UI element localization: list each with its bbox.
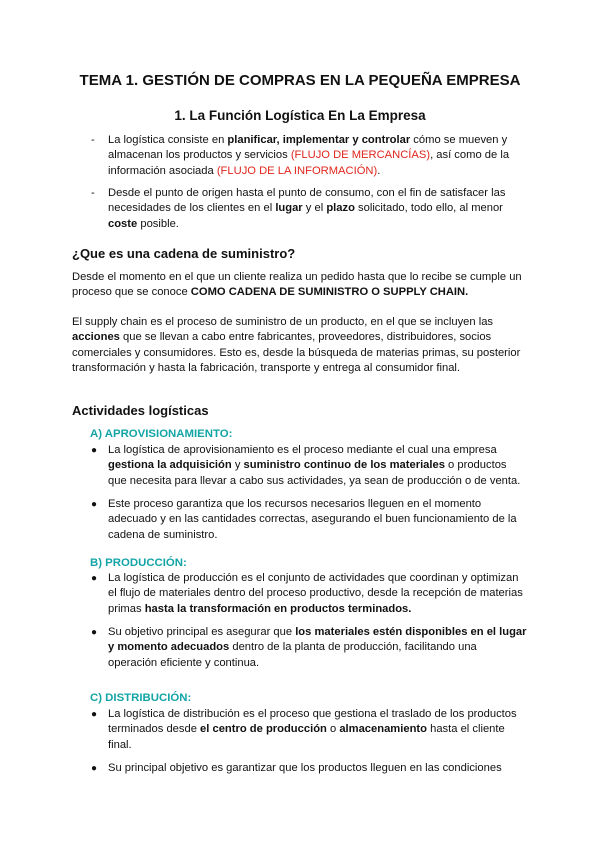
aprov-bullet-2: Este proceso garantiza que los recursos necesarios lleguen en el momento adecuado y en las cantidades correctas, asegurando el buen funcionamiento de la cadena de suministro. bbox=[108, 498, 517, 541]
dist-bullet-2: Su principal objetivo es garantizar que los productos lleguen en las condiciones bbox=[108, 762, 502, 774]
intro-bullet-1: La logística consiste en planificar, implementar y controlar cómo se mueven y almacenan los productos y servicios (FLUJO DE MERCANCÍAS), así como de la información asociada (FLUJO DE LA INFORMACIÓN). bbox=[108, 134, 510, 177]
bullet-dot-icon: ● bbox=[91, 573, 98, 584]
bullet-dot-icon: ● bbox=[91, 445, 98, 456]
prod-bullet-1: La logística de producción es el conjunto de actividades que coordinan y optimizan el flujo de materiales dentro del proceso productivo, desde la recepción de materias primas hasta la transformación en productos terminados. bbox=[108, 572, 523, 615]
dist-bullet-1: La logística de distribución es el proceso que gestiona el traslado de los productos terminados desde el centro de producción o almacenamiento hasta el cliente final. bbox=[108, 708, 517, 751]
document-title: TEMA 1. GESTIÓN DE COMPRAS EN LA PEQUEÑA EMPRESA bbox=[79, 72, 521, 89]
dash-marker: - bbox=[91, 134, 95, 146]
supply-chain-heading: ¿Que es una cadena de suministro? bbox=[72, 246, 296, 261]
bullet-dot-icon: ● bbox=[91, 709, 98, 720]
dash-marker: - bbox=[91, 187, 95, 199]
bullet-dot-icon: ● bbox=[91, 763, 98, 774]
supply-chain-para-1: Desde el momento en el que un cliente realiza un pedido hasta que lo recibe se cumple un proceso que se conoce COMO CADENA DE SUMINISTRO O SUPPLY CHAIN. bbox=[72, 271, 522, 299]
intro-bullet-2: Desde el punto de origen hasta el punto de consumo, con el fin de satisfacer las necesidades de los clientes en el lugar y el plazo solicitado, todo ello, al menor coste posible. bbox=[108, 187, 506, 230]
aprov-bullet-1: La logística de aprovisionamiento es el proceso mediante el cual una empresa gestiona la adquisición y suministro continuo de los materiales o productos que necesita para llevar a cabo sus actividades, ya sean de producción o de venta. bbox=[108, 444, 521, 487]
section-label-distribucion: C) DISTRIBUCIÓN: bbox=[90, 692, 192, 704]
prod-bullet-2: Su objetivo principal es asegurar que los materiales estén disponibles en el lugar y momento adecuados dentro de la planta de producción, facilitando una operación eficiente y continua. bbox=[108, 626, 527, 669]
flow-goods-label: (FLUJO DE MERCANCÍAS) bbox=[290, 149, 431, 162]
activities-heading: Actividades logísticas bbox=[72, 403, 209, 418]
section-subtitle: 1. La Función Logística En La Empresa bbox=[174, 108, 426, 123]
section-label-produccion: B) PRODUCCIÓN: bbox=[90, 557, 187, 569]
bullet-dot-icon: ● bbox=[91, 627, 98, 638]
flow-info-label: (FLUJO DE LA INFORMACIÓN) bbox=[216, 164, 378, 177]
bullet-dot-icon: ● bbox=[91, 499, 98, 510]
section-label-aprovisionamiento: A) APROVISIONAMIENTO: bbox=[90, 428, 233, 440]
supply-chain-para-2: El supply chain es el proceso de suministro de un producto, en el que se incluyen las acciones que se llevan a cabo entre fabricantes, proveedores, distribuidores, socios comerciales y consumidores. Esto es, desde la búsqueda de materias primas, su posterior transformación y hasta la fabricación, transporte y entrega al consumidor final. bbox=[72, 316, 521, 375]
